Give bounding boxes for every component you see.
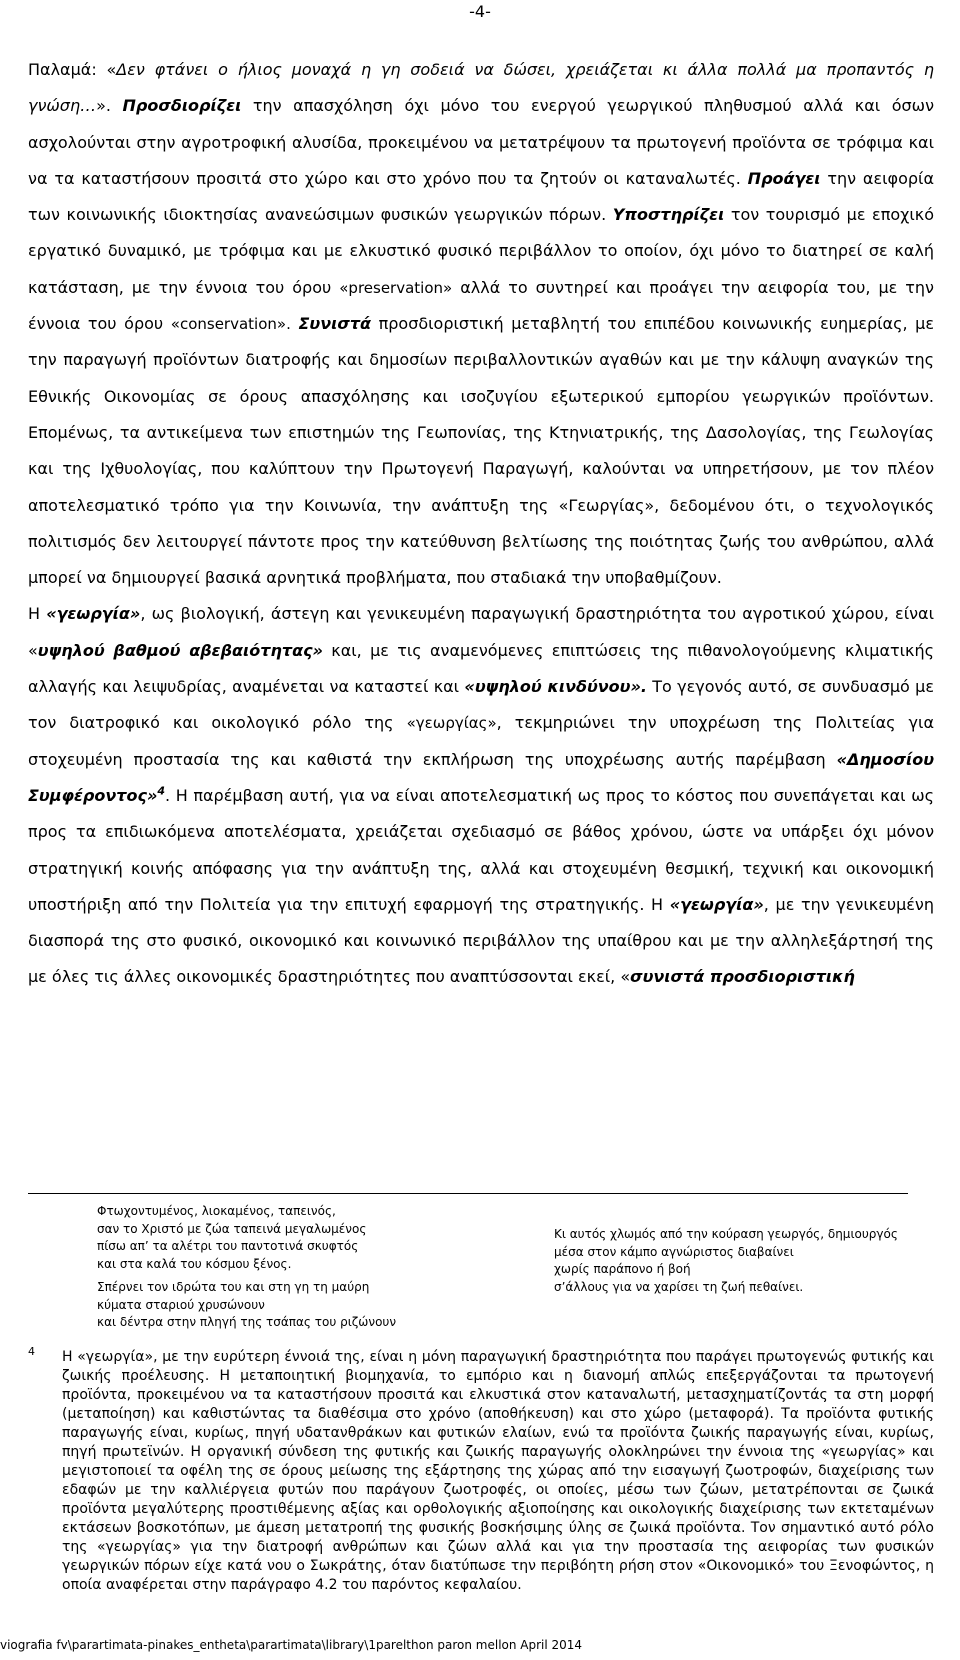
term-public-interest: «Δημοσίου Συμφέροντος» (28, 749, 934, 805)
poem-line: Σπέρνει τον ιδρώτα του και στη γη τη μαύρη (97, 1280, 370, 1294)
keyword-proagei: Προάγει (747, 168, 821, 188)
term-high-uncertainty: υψηλού βαθμού αβεβαιότητας» (37, 640, 323, 660)
term-georgia: «γεωργίας» (406, 714, 497, 733)
paragraph-2 (28, 596, 934, 995)
poem-line: κύματα σταριού χρυσώνουν (97, 1297, 265, 1312)
text-run: « (620, 967, 631, 987)
poem-line: πίσω απ’ τα αλέτρι του παντοτινά σκυφτός (97, 1239, 359, 1253)
text-run: , τεκμηριώνει την υποχρέωση της Πολιτείας για στοχευμένη προστασία της και καθιστά την εκπλήρωση της υποχρέωσης αυτής παρέμβαση (28, 713, 934, 769)
palamas-quote: Δεν φτάνει ο ήλιος μοναχά η γη σοδειά να δώσει, χρειάζεται κι άλλα πολλά μα προπαντός η γνώση… (28, 60, 934, 116)
term-high-risk: «υψηλού κινδύνου». (464, 677, 647, 697)
footnote-text: Η «γεωργία», με την ευρύτερη έννοιά της, είναι η μόνη παραγωγική δραστηριότητα που παράγει πρωτογενώς φυτικής και ζωικής προέλευσης. Η μεταποιητική βιομηχανία, το εμπόριο και η διανομή απλώς επεξεργάζονται τα πρωτογενή προϊόντα, προκειμένου να τα καταστήσουν προσιτά και ελκυστικά στον καταναλωτή, μετασχηματίζοντάς τα στη μορφή (μεταποίηση) και καθιστώντας τα διαθέσιμα στο χρόνο (αποθήκευση) και στο χώρο (μεταφορά). Τα προϊόντα φυτικής παραγωγής είναι, κυρίως, πηγή υδατανθράκων και φυτικών ελαίων, ενώ τα προϊόντα ζωικής παραγωγής είναι, κυρίως, πηγή πρωτεϊνών. Η οργανική σύνδεση της φυτικής και ζωικής παραγωγής ολοκληρώνει την έννοια της «γεωργίας» και μεγιστοποιεί τα οφέλη της σε όρους μείωσης της εξάρτησης της χώρας από την εισαγωγή ζωοτροφών, διαχείρισης των εδαφών με την καλλιέργεια φυτών που παράγουν ζωοτροφές, οι οποίες, μέσω των ζώων, μετατρέπονται σε ζωικά προϊόντα μεγαλύτερης προστιθέμενης αξίας και ορθολογικής αξιοποίησης και οικολογικής διαχείρισης των εκτεταμένων εκτάσεων βοσκοτόπων, με άμεση μετατροπή της φυσικής βοσκήσιμης ύλης σε ζωικά προϊόντα. Τον σημαντικό αυτό ρόλο της «γεωργίας» για την διατροφή ανθρώπων και ζώων αλλά και για την προστασία της αειφορίας των φυσικών γεωργικών πόρων είχε κατά νου ο Σωκράτης, όταν διατύπωσε την περιβόητη ρήση στον «Οικονομικό» του Ξενοφώντος, η οποία αναφέρεται στην παράγραφο 4.2 του παρόντος κεφαλαίου. (62, 1349, 934, 1593)
main-text (28, 52, 934, 996)
text-run: , ως βιολογική, άστεγη και γενικευμένη παραγωγική δραστηριότητα του αγροτικού χώρου, είναι (140, 604, 935, 624)
term-preservation: «preservation» (339, 278, 453, 297)
text-run: και, με τις αναμενόμενες επιπτώσεις της πιθανολογούμενης κλιματικής αλλαγής και λειψυδρίας, αναμένεται να καταστεί και (28, 640, 934, 697)
poem-line: χωρίς παράπονο ή βοή (554, 1262, 691, 1276)
poem-line: Φτωχοντυμένος, λιοκαμένος, ταπεινός, (97, 1204, 336, 1218)
text-run: την αειφορία των κοινωνικής ιδιοκτησίας ανανεώσιμων φυσικών γεωργικών πόρων. (28, 168, 934, 225)
poem-left (97, 1203, 396, 1332)
poem-line: σαν το Χριστό με ζώα ταπεινά μεγαλωμένος (97, 1221, 367, 1236)
poem-line: μέσα στον κάμπο αγνώριστος διαβαίνει (554, 1244, 794, 1259)
term-synista-prosdioristiki: συνιστά προσδιοριστική (630, 967, 855, 987)
term-georgia: «γεωργία» (46, 604, 141, 624)
text-run: « (28, 640, 38, 660)
keyword-synista: Συνιστά (298, 314, 372, 334)
text-run: αλλά το συντηρεί και προάγει την αειφορία του, με την έννοια του όρου (28, 277, 934, 334)
poem-line: και δέντρα στην πληγή της τσάπας του ριζώνουν (97, 1315, 397, 1329)
text-run: , με την γενικευμένη διασπορά της στο φυσικό, οικονομικό και κοινωνικό περιβάλλον της υπαίθρου και με την αλληλεξάρτησή της με όλες τις άλλες οικονομικές δραστηριότητες που αναπτύσσονται εκεί, (28, 894, 935, 987)
text-run: Η (28, 604, 47, 624)
text-run: την απασχόληση όχι μόνο του ενεργού γεωργικού πληθυσμού αλλά και όσων ασχολούνται στην αγροτροφική αλυσίδα, προκειμένου να μετατρέψουν τα πρωτογενή προϊόντα σε τρόφιμα και να τα καταστήσουν προσιτά στο χώρο και στο χρόνο που τα ζητούν οι καταναλωτές. (28, 96, 935, 188)
page-number: -4- (469, 2, 491, 21)
footer-file-path: viografia fv\parartimata-pinakes_entheta\parartimata\library\1parelthon paron mellon April 2014 (0, 1638, 583, 1652)
keyword-prosdiorizei: Προσδιορίζει (122, 96, 242, 116)
paragraph-1 (28, 52, 934, 596)
footnote-mark: 4 (28, 1345, 35, 1358)
footnote-reference[interactable]: 4 (157, 784, 166, 798)
text-run: τον τουρισμό με εποχικό εργατικό δυναμικό, με τρόφιμα και με ελκυστικό φυσικό περιβάλλον το οποίον, όχι μόνο το διατηρεί σε καλή κατάσταση, με την έννοια του όρου (28, 205, 934, 297)
term-conservation: «conservation». (170, 315, 291, 334)
poem-line: Κι αυτός χλωμός από την κούραση γεωργός, δημιουργός (554, 1227, 898, 1241)
poem-line: σ’άλλους για να χαρίσει τη ζωή πεθαίνει. (554, 1279, 804, 1294)
footnote-4 (28, 1345, 934, 1595)
poem-line: και στα καλά του κόσμου ξένος. (97, 1256, 292, 1271)
keyword-ypostirizei: Υποστηρίζει (612, 205, 725, 225)
footnote-separator (28, 1193, 908, 1194)
poem-right (554, 1226, 898, 1296)
text-run: προσδιοριστική μεταβλητή του επιπέδου κοινωνικής ευημερίας, με την παραγωγή προϊόντων διατροφής και δημοσίων περιβαλλοντικών αγαθών και με την κάλυψη αναγκών της Εθνικής Οικονομίας σε όρους απασχόλησης και ισοζυγίου εξωτερικού εμπορίου γεωργικών προϊόντων. Επομένως, τα αντικείμενα των επιστημών της Γεωπονίας, της Κτηνιατρικής, της Δασολογίας, της Γεωλογίας και της Ιχθυολογίας, που καλύπτουν την Πρωτογενή Παραγωγή, καλούνται να υπηρετήσουν, με τον πλέον αποτελεσματικό τρόπο για την Κοινωνία, την ανάπτυξη της «Γεωργίας», δεδομένου ότι, ο τεχνολογικός πολιτισμός δεν λειτουργεί πάντοτε προς την κατεύθυνση βελτίωσης της ποιότητας ζωής του ανθρώπου, αλλά μπορεί να δημιουργεί βασικά αρνητικά προβλήματα, που σταδιακά την υποβαθμίζουν. (28, 314, 935, 588)
term-georgia: «γεωργία» (669, 894, 764, 914)
text-run: ». (96, 96, 123, 116)
text-run: . Η παρέμβαση αυτή, για να είναι αποτελεσματική ως προς το κόστος που συνεπάγεται και ως προς τα επιδιωκόμενα αποτελέσματα, χρειάζεται σχεδιασμό σε βάθος χρόνου, ώστε να υπάρξει όχι μόνον στρατηγική κοινής απόφασης για την ανάπτυξη της, αλλά και στοχευμένη θεσμική, τεχνική και οικονομική υποστήριξη από την Πολιτεία για την επιτυχή εφαρμογή της στρατηγικής. Η (28, 785, 934, 914)
text-run: Το γεγονός αυτό, σε συνδυασμό με τον διατροφικό και οικολογικό ρόλο της (28, 677, 934, 733)
text-run: Παλαμά: « (28, 60, 117, 79)
